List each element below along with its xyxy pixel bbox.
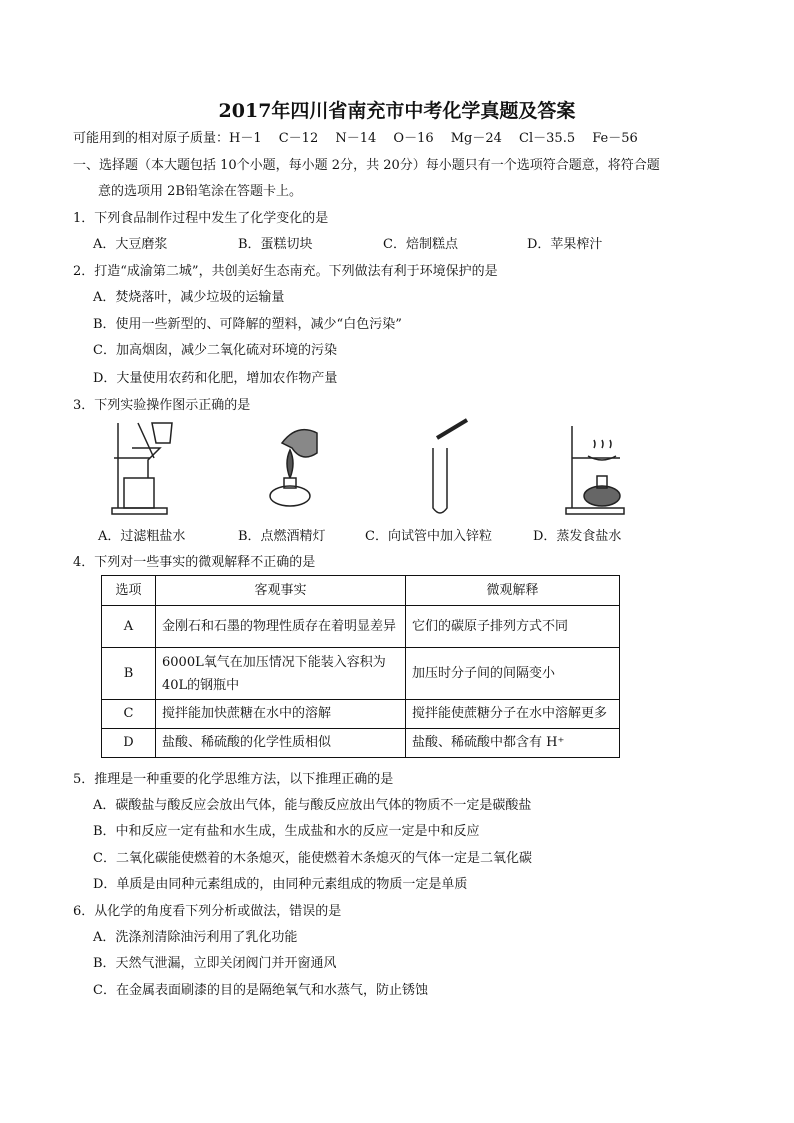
q6-option-a: A．洗涤剂清除油污利用了乳化功能 [93, 930, 298, 945]
q5-option-c: C．二氧化碳能使燃着的木条熄灭，能使燃着木条熄灭的气体一定是二氧化碳 [93, 851, 532, 866]
q1-option-b: B．蛋糕切块 [238, 237, 313, 252]
row-option: A [102, 606, 156, 648]
row-fact: 盐酸、稀硫酸的化学性质相似 [156, 729, 406, 758]
q5-option-b: B．中和反应一定有盐和水生成，生成盐和水的反应一定是中和反应 [93, 824, 480, 839]
header-explanation: 微观解释 [406, 576, 620, 606]
row-option: D [102, 729, 156, 758]
row-fact: 搅拌能加快蔗糖在水中的溶解 [156, 700, 406, 729]
alcohol-lamp-lighting-image [262, 418, 332, 518]
header-option: 选项 [102, 576, 156, 606]
page-title: 2017年四川省南充市中考化学真题及答案 [218, 100, 576, 122]
question-6: 6．从化学的角度看下列分析或做法，错误的是 [73, 904, 342, 919]
row-fact: 金刚石和石墨的物理性质存在着明显差异 [156, 606, 406, 648]
q2-option-d: D．大量使用农药和化肥，增加农作物产量 [93, 371, 338, 386]
row-option: C [102, 700, 156, 729]
table-row [102, 606, 620, 648]
row-option: B [102, 648, 156, 700]
q3-option-d: D．蒸发食盐水 [533, 529, 622, 544]
evaporation-apparatus-image [560, 418, 630, 518]
question-1: 1．下列食品制作过程中发生了化学变化的是 [73, 211, 329, 226]
q2-option-c: C．加高烟囱，减少二氧化硫对环境的污染 [93, 343, 337, 358]
q1-option-c: C．焙制糕点 [383, 237, 458, 252]
q1-option-a: A．大豆磨浆 [93, 237, 168, 252]
section-instructions: 一、选择题（本大题包括 10个小题，每小题 2分，共 20分）每小题只有一个选项符合题意，将符合题 [73, 158, 660, 173]
q2-option-b: B．使用一些新型的、可降解的塑料，减少“白色污染” [93, 317, 402, 332]
table-row [102, 648, 620, 700]
test-tube-zinc-image [415, 418, 475, 518]
q6-option-c: C．在金属表面刷漆的目的是隔绝氧气和水蒸气，防止锈蚀 [93, 983, 428, 998]
filtration-apparatus-image [110, 418, 190, 518]
q5-option-a: A．碳酸盐与酸反应会放出气体，能与酸反应放出气体的物质不一定是碳酸盐 [93, 798, 532, 813]
row-explanation: 加压时分子间的间隔变小 [406, 648, 620, 700]
q3-option-a: A．过滤粗盐水 [98, 529, 186, 544]
q5-option-d: D．单质是由同种元素组成的，由同种元素组成的物质一定是单质 [93, 877, 468, 892]
table-row [102, 729, 620, 758]
q1-option-d: D．苹果榨汁 [527, 237, 603, 252]
section-instructions-cont: 意的选项用 2B铅笔涂在答题卡上。 [98, 184, 302, 199]
row-explanation: 它们的碳原子排列方式不同 [406, 606, 620, 648]
table-row [102, 700, 620, 729]
question-4: 4．下列对一些事实的微观解释不正确的是 [73, 555, 316, 570]
explanation-table [101, 575, 620, 758]
row-explanation: 搅拌能使蔗糖分子在水中溶解更多 [406, 700, 620, 729]
question-3: 3．下列实验操作图示正确的是 [73, 398, 251, 413]
q3-option-b: B．点燃酒精灯 [238, 529, 326, 544]
question-2: 2．打造“成渝第二城”，共创美好生态南充。下列做法有利于环境保护的是 [73, 264, 498, 279]
atomic-masses: 可能用到的相对原子质量：H－1 C－12 N－14 O－16 Mg－24 Cl－35.5 Fe－56 [73, 131, 638, 146]
header-fact: 客观事实 [156, 576, 406, 606]
row-explanation: 盐酸、稀硫酸中都含有 H⁺ [406, 729, 620, 758]
q3-option-c: C．向试管中加入锌粒 [365, 529, 492, 544]
q6-option-b: B．天然气泄漏，立即关闭阀门并开窗通风 [93, 956, 337, 971]
question-5: 5．推理是一种重要的化学思维方法，以下推理正确的是 [73, 772, 394, 787]
q2-option-a: A．焚烧落叶，减少垃圾的运输量 [93, 290, 285, 305]
row-fact: 6000L氧气在加压情况下能装入容积为40L的钢瓶中 [156, 648, 406, 700]
